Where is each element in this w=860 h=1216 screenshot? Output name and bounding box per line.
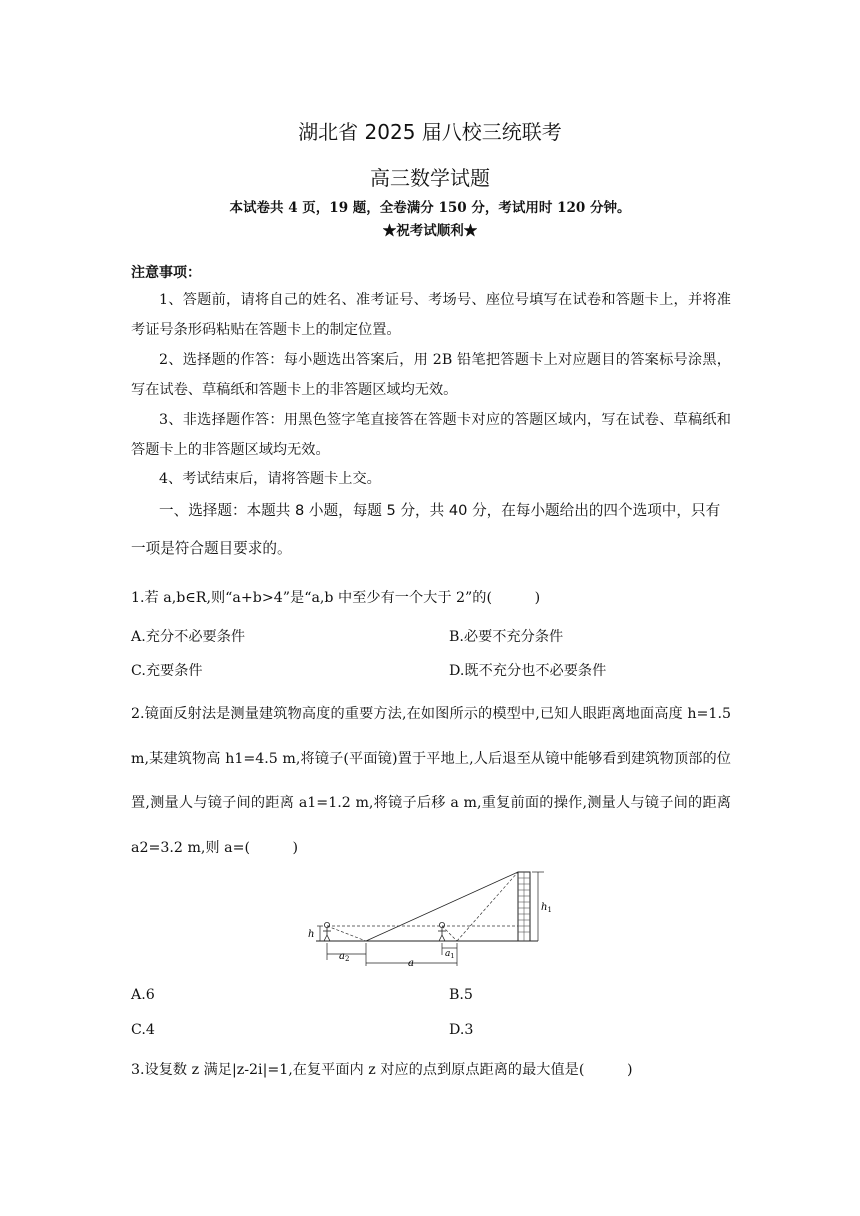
mirror-reflection-diagram	[300, 868, 562, 968]
notice-heading: 注意事项：	[131, 265, 201, 281]
notice-item-text: 4、考试结束后，请将答题卡上交。	[159, 471, 381, 487]
person-left	[323, 922, 331, 941]
question-1-stem: 1.若 a,b∈R,则“a+b>4”是“a,b 中至少有一个大于 2”的( )	[131, 590, 541, 606]
notice-item-text: 3、非选择题作答：用黑色签字笔直接答在答题卡对应的答题区域内，写在试卷、草稿纸和答题卡上的非答题区域均无效。	[131, 412, 731, 458]
notice-item	[131, 285, 731, 345]
question-1-option-c: C.充要条件	[131, 663, 203, 679]
exam-subtitle: 高三数学试题	[370, 166, 490, 190]
a2-label: $a_2$	[339, 951, 350, 963]
question-1-option-d: D.既不充分也不必要条件	[449, 663, 607, 679]
notice-item	[131, 345, 731, 405]
question-2-stem: 2.镜面反射法是测量建筑物高度的重要方法,在如图所示的模型中,已知人眼距离地面高度 h=1.5 m,某建筑物高 h1=4.5 m,将镜子(平面镜)置于平地上,人后退至从镜中能够看到建筑物顶部的位置,测量人与镜子间的距离 a1=1.2 m,将镜子后移 a m,重复前面的操作,测量人与镜子间的距离 a2=3.2 m,则 a=( )	[131, 706, 731, 856]
a-label: a	[408, 958, 414, 968]
sight-lines	[327, 872, 518, 941]
section-heading-text: 一、选择题：本题共 8 小题，每题 5 分，共 40 分，在每小题给出的四个选项中，只有一项是符合题目要求的。	[131, 502, 721, 557]
notice-item	[131, 405, 731, 465]
question-3-stem: 3.设复数 z 满足|z-2i|=1,在复平面内 z 对应的点到原点距离的最大值是( )	[131, 1062, 633, 1078]
exam-wish: ★祝考试顺利★	[382, 223, 478, 239]
section-heading	[131, 492, 731, 568]
exam-info: 本试卷共 4 页，19 题，全卷满分 150 分，考试用时 120 分钟。	[229, 200, 631, 216]
notice-item	[131, 464, 731, 494]
h-label: h	[308, 929, 315, 940]
question-1-option-a: A.充分不必要条件	[131, 629, 246, 645]
question-2-option-b: B.5	[449, 987, 473, 1003]
question-2-option-a: A.6	[131, 987, 155, 1003]
exam-title: 湖北省 2025 届八校三统联考	[298, 120, 562, 144]
question-2-option-d: D.3	[449, 1022, 474, 1038]
notice-item-text: 1、答题前，请将自己的姓名、准考证号、考场号、座位号填写在试卷和答题卡上，并将准考证号条形码粘贴在答题卡上的制定位置。	[131, 292, 731, 338]
notice-item-text: 2、选择题的作答：每小题选出答案后，用 2B 铅笔把答题卡上对应题目的答案标号涂黑，写在试卷、草稿纸和答题卡上的非答题区域均无效。	[131, 352, 731, 398]
question-2-option-c: C.4	[131, 1022, 155, 1038]
person-right	[438, 922, 446, 941]
question-1-option-b: B.必要不充分条件	[449, 629, 564, 645]
h1-label: $h_1$	[541, 902, 552, 914]
a1-label: $a_1$	[445, 949, 455, 960]
